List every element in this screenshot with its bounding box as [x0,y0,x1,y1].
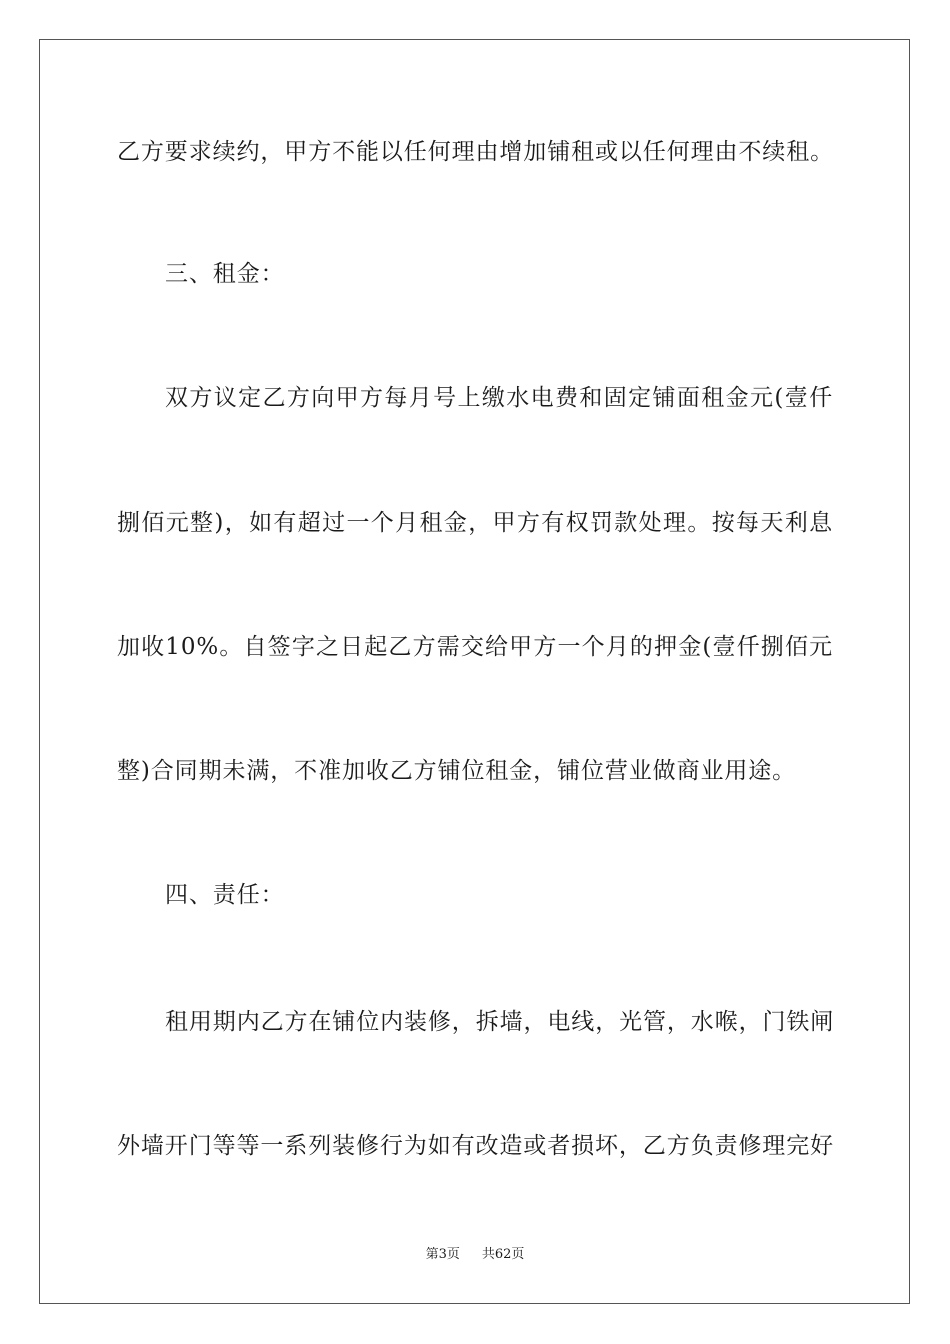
paragraph-line: 整)合同期未满，不准加收乙方铺位租金，铺位营业做商业用途。 [117,758,797,784]
paragraph-line: 捌佰元整)，如有超过一个月租金，甲方有权罚款处理。按每天利息 [117,510,833,536]
section-heading-responsibility: 四、责任： [165,882,285,908]
paragraph-line: 乙方要求续约，甲方不能以任何理由增加铺租或以任何理由不续租。 [117,139,834,165]
page-total: 共62页 [481,1247,525,1262]
paragraph-line: 租用期内乙方在铺位内装修，拆墙，电线，光管，水喉，门铁闸 [165,1009,835,1035]
page-border [39,39,910,1304]
paragraph-line: 外墙开门等等一系列装修行为如有改造或者损坏，乙方负责修理完好 [117,1133,834,1159]
section-heading-rent: 三、租金： [165,261,285,287]
paragraph-line: 加收10%。自签字之日起乙方需交给甲方一个月的押金(壹仟捌佰元 [117,634,833,660]
page-number: 第3页 [425,1247,460,1262]
page-footer [0,1246,950,1264]
paragraph-line: 双方议定乙方向甲方每月号上缴水电费和固定铺面租金元(壹仟 [165,385,833,411]
